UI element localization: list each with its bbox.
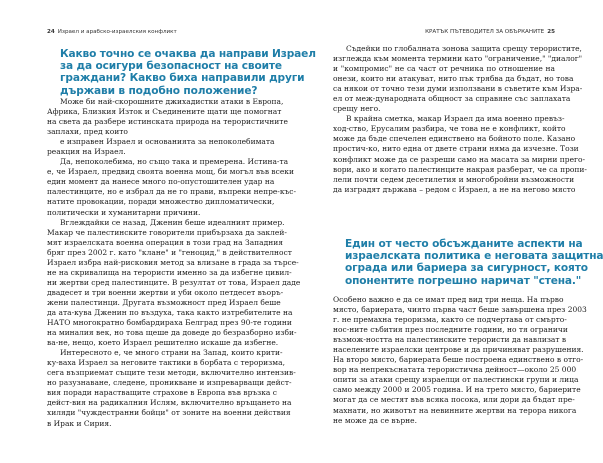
page-number: 24 xyxy=(47,29,55,35)
text-line: заплахи, пред които xyxy=(47,127,128,137)
text-line: мят израелската военна операция в този град на Западния xyxy=(47,237,283,247)
text-line: един момент да нанесе много по-опустошителен удар на xyxy=(47,177,275,187)
paragraph xyxy=(333,114,587,194)
text-line: ва-не, нещо, което Израел решително искаше да избегне. xyxy=(47,338,279,348)
text-line: да ата-кува Дженин по въздуха, така както изтребителите на xyxy=(47,307,293,317)
text-line: сега възприемат същите тези методи, включително интензив- xyxy=(47,368,296,378)
text-line: място, бариерата, чиято първа част беше завършена през 2003 xyxy=(333,305,587,315)
heading-line: Какво точно се очаква да направи Израел xyxy=(60,48,316,60)
text-line: е, че Израел, предвид своята военна мощ, би могъл във всеки xyxy=(47,167,294,177)
text-line: са някои от точно тези думи използвани в съветите към Изра- xyxy=(333,84,583,94)
text-line: натите провокации, поради множество дипломатически, xyxy=(47,197,275,207)
text-line: Вглеждайки се назад, Дженин беше идеалният пример. xyxy=(60,217,285,227)
running-head-title: Израел и арабско-израелския конфликт xyxy=(57,29,177,35)
text-line: бряг през 2002 г. като "клане" и "геноцид," в действителност xyxy=(47,247,292,257)
paragraph xyxy=(47,137,275,157)
text-line: конфликт може да се разреши само на масата за мирни прего- xyxy=(333,154,586,164)
text-line: Африка, Близкия Изток и Съединените щати ще помогнат xyxy=(47,107,282,117)
text-line: простич-ко, нито една от двете страни няма да изчезне. Този xyxy=(333,144,579,154)
body-text-bottom xyxy=(333,295,587,426)
heading-line: държави в подобно положение? xyxy=(60,84,258,97)
text-line: политически и хуманитарни причини. xyxy=(47,207,201,217)
text-line: да изградят държава – редом с Израел, а не на негово място xyxy=(333,184,576,194)
heading-line: израелската политика е неговата защитна xyxy=(345,250,603,263)
paragraph xyxy=(333,44,583,114)
right-page xyxy=(300,0,603,463)
text-line: Съдейки по глобалната зонова защита срещу терористите, xyxy=(346,44,582,53)
paragraph xyxy=(47,348,296,428)
text-line: вия поради нарастващите страхове в Европа във връзка с xyxy=(47,388,277,398)
text-line: вори, ако и когато палестинците накрая разберат, че са пропи- xyxy=(333,164,587,174)
paragraph xyxy=(47,97,288,137)
text-line: НАТО многократно бомбардираха Белград през 90-те години xyxy=(47,318,292,328)
text-line: лели почти седем десетилетия и многобройни възможности xyxy=(333,174,575,184)
heading-line: ограда или бариера за сигурност, която xyxy=(345,262,588,275)
running-head-left xyxy=(47,29,177,35)
paragraph xyxy=(333,295,587,426)
text-line: на миналия век, но това щеше да доведе до безразборно изби- xyxy=(47,328,297,338)
text-line: не може да се върне. xyxy=(333,415,418,425)
text-line: в Ирак и Сирия. xyxy=(47,418,112,428)
text-line: хиляди "чуждестранни бойци" от зоните на военни действия xyxy=(47,408,291,418)
heading-line: Един от често обсъжданите аспекти на xyxy=(345,238,583,250)
paragraph xyxy=(47,157,297,217)
text-line: г. не премахна тероризма, както се подчертава от смърто- xyxy=(333,315,567,325)
text-line: на света да разбере истинската природа на терористичните xyxy=(47,117,288,127)
section-heading xyxy=(345,238,603,287)
text-line: но разузнаване, следене, проникване и изпреварващи дейст- xyxy=(47,378,292,388)
text-line: В крайна сметка, макар Израел да има военно превъз- xyxy=(346,114,565,124)
section-heading xyxy=(60,48,316,97)
text-line: Да, непоколебима, но също така и премерена. Истина-та xyxy=(60,157,289,167)
page-number: 25 xyxy=(547,29,555,35)
text-line: Особено важно е да се имат пред вид три неща. На първо xyxy=(333,295,564,304)
text-line: Израел избра най-рисковия метод за влизане в града за търсе- xyxy=(47,257,299,267)
text-line: е изправен Израел и основанията за непоколебимата xyxy=(60,137,275,147)
heading-line: граждани? Какво биха направили други xyxy=(60,72,305,85)
text-line: може да бъде спечелен единствено на бойното поле. Казано xyxy=(333,134,576,144)
text-line: реакция на Израел. xyxy=(47,147,126,157)
text-line: Макар че палестинските говорители прибързаха да заклей- xyxy=(47,227,287,237)
text-line: махнати, но животът на невинните жертви на терора никога xyxy=(333,405,577,415)
text-line: жени палестинци. Другата възможност пред Израел беше xyxy=(47,297,281,307)
text-line: опити за атаки срещу израелци от палестински групи и лица xyxy=(333,375,579,385)
text-line: населените израелски центрове и да причиняват разрушения. xyxy=(333,345,584,355)
body-text xyxy=(47,97,301,429)
text-line: възмож-ността на палестинските терористи да навлизат в xyxy=(333,335,567,345)
text-line: ни жертви сред палестинците. В резултат от това, Израел даде xyxy=(47,277,301,287)
heading-line: опонентите погрешно наричат "стена." xyxy=(345,274,582,287)
text-line: ку-ваха Израел за неговите тактики в борбата с тероризма, xyxy=(47,358,285,368)
text-line: ход-ство, Ерусалим разбира, че това не е конфликт, който xyxy=(333,124,566,134)
text-line: срещу него. xyxy=(333,104,381,114)
body-text-top xyxy=(333,44,587,195)
text-line: и "компромис" не са част от речника по отношение на xyxy=(333,64,555,74)
text-line: дейст-вия на радикалния Ислям, включително връщането на xyxy=(47,398,292,408)
text-line: Интересното е, че много страни на Запад, които крити- xyxy=(60,348,283,358)
text-line: двадесет и три военни жертви и уби около петдесет въоръ- xyxy=(47,287,284,297)
text-line: На второ място, бариерата беше построена единствено в отго- xyxy=(333,355,584,365)
text-line: палестинците, но е избрал да не го прави, въпреки непре-къс- xyxy=(47,187,297,197)
text-line: онези, които ни атакуват, нито пък трябва да бъдат, но това xyxy=(333,74,574,84)
text-line: нос-ните събития през последните години, но тя ограничи xyxy=(333,325,568,335)
text-line: ел от меж-дународната общност за справяне със заплахата xyxy=(333,94,571,104)
text-line: не на скривалища на терористи именно за да избегне цивил- xyxy=(47,267,292,277)
text-line: Може би най-скорошните джихадистки атаки в Европа, xyxy=(60,97,284,106)
text-line: само между 2000 и 2005 година. И на трето място, бариерите xyxy=(333,385,581,395)
heading-line: за да осигури безопасност на своите xyxy=(60,60,282,73)
text-line: могат да се местят във всяка посока, или дори да бъдат пре- xyxy=(333,395,575,405)
text-line: вор на непрекъснатата терористична дейност—около 25 000 xyxy=(333,365,577,375)
text-line: изглежда към момента термини като "ограничение," "диалог" xyxy=(333,54,583,64)
running-head-right xyxy=(425,29,555,35)
paragraph xyxy=(47,217,301,349)
running-head-title: КРАТЪК ПЪТЕВОДИТЕЛ ЗА ОБЪРКАНИТЕ xyxy=(425,29,545,35)
